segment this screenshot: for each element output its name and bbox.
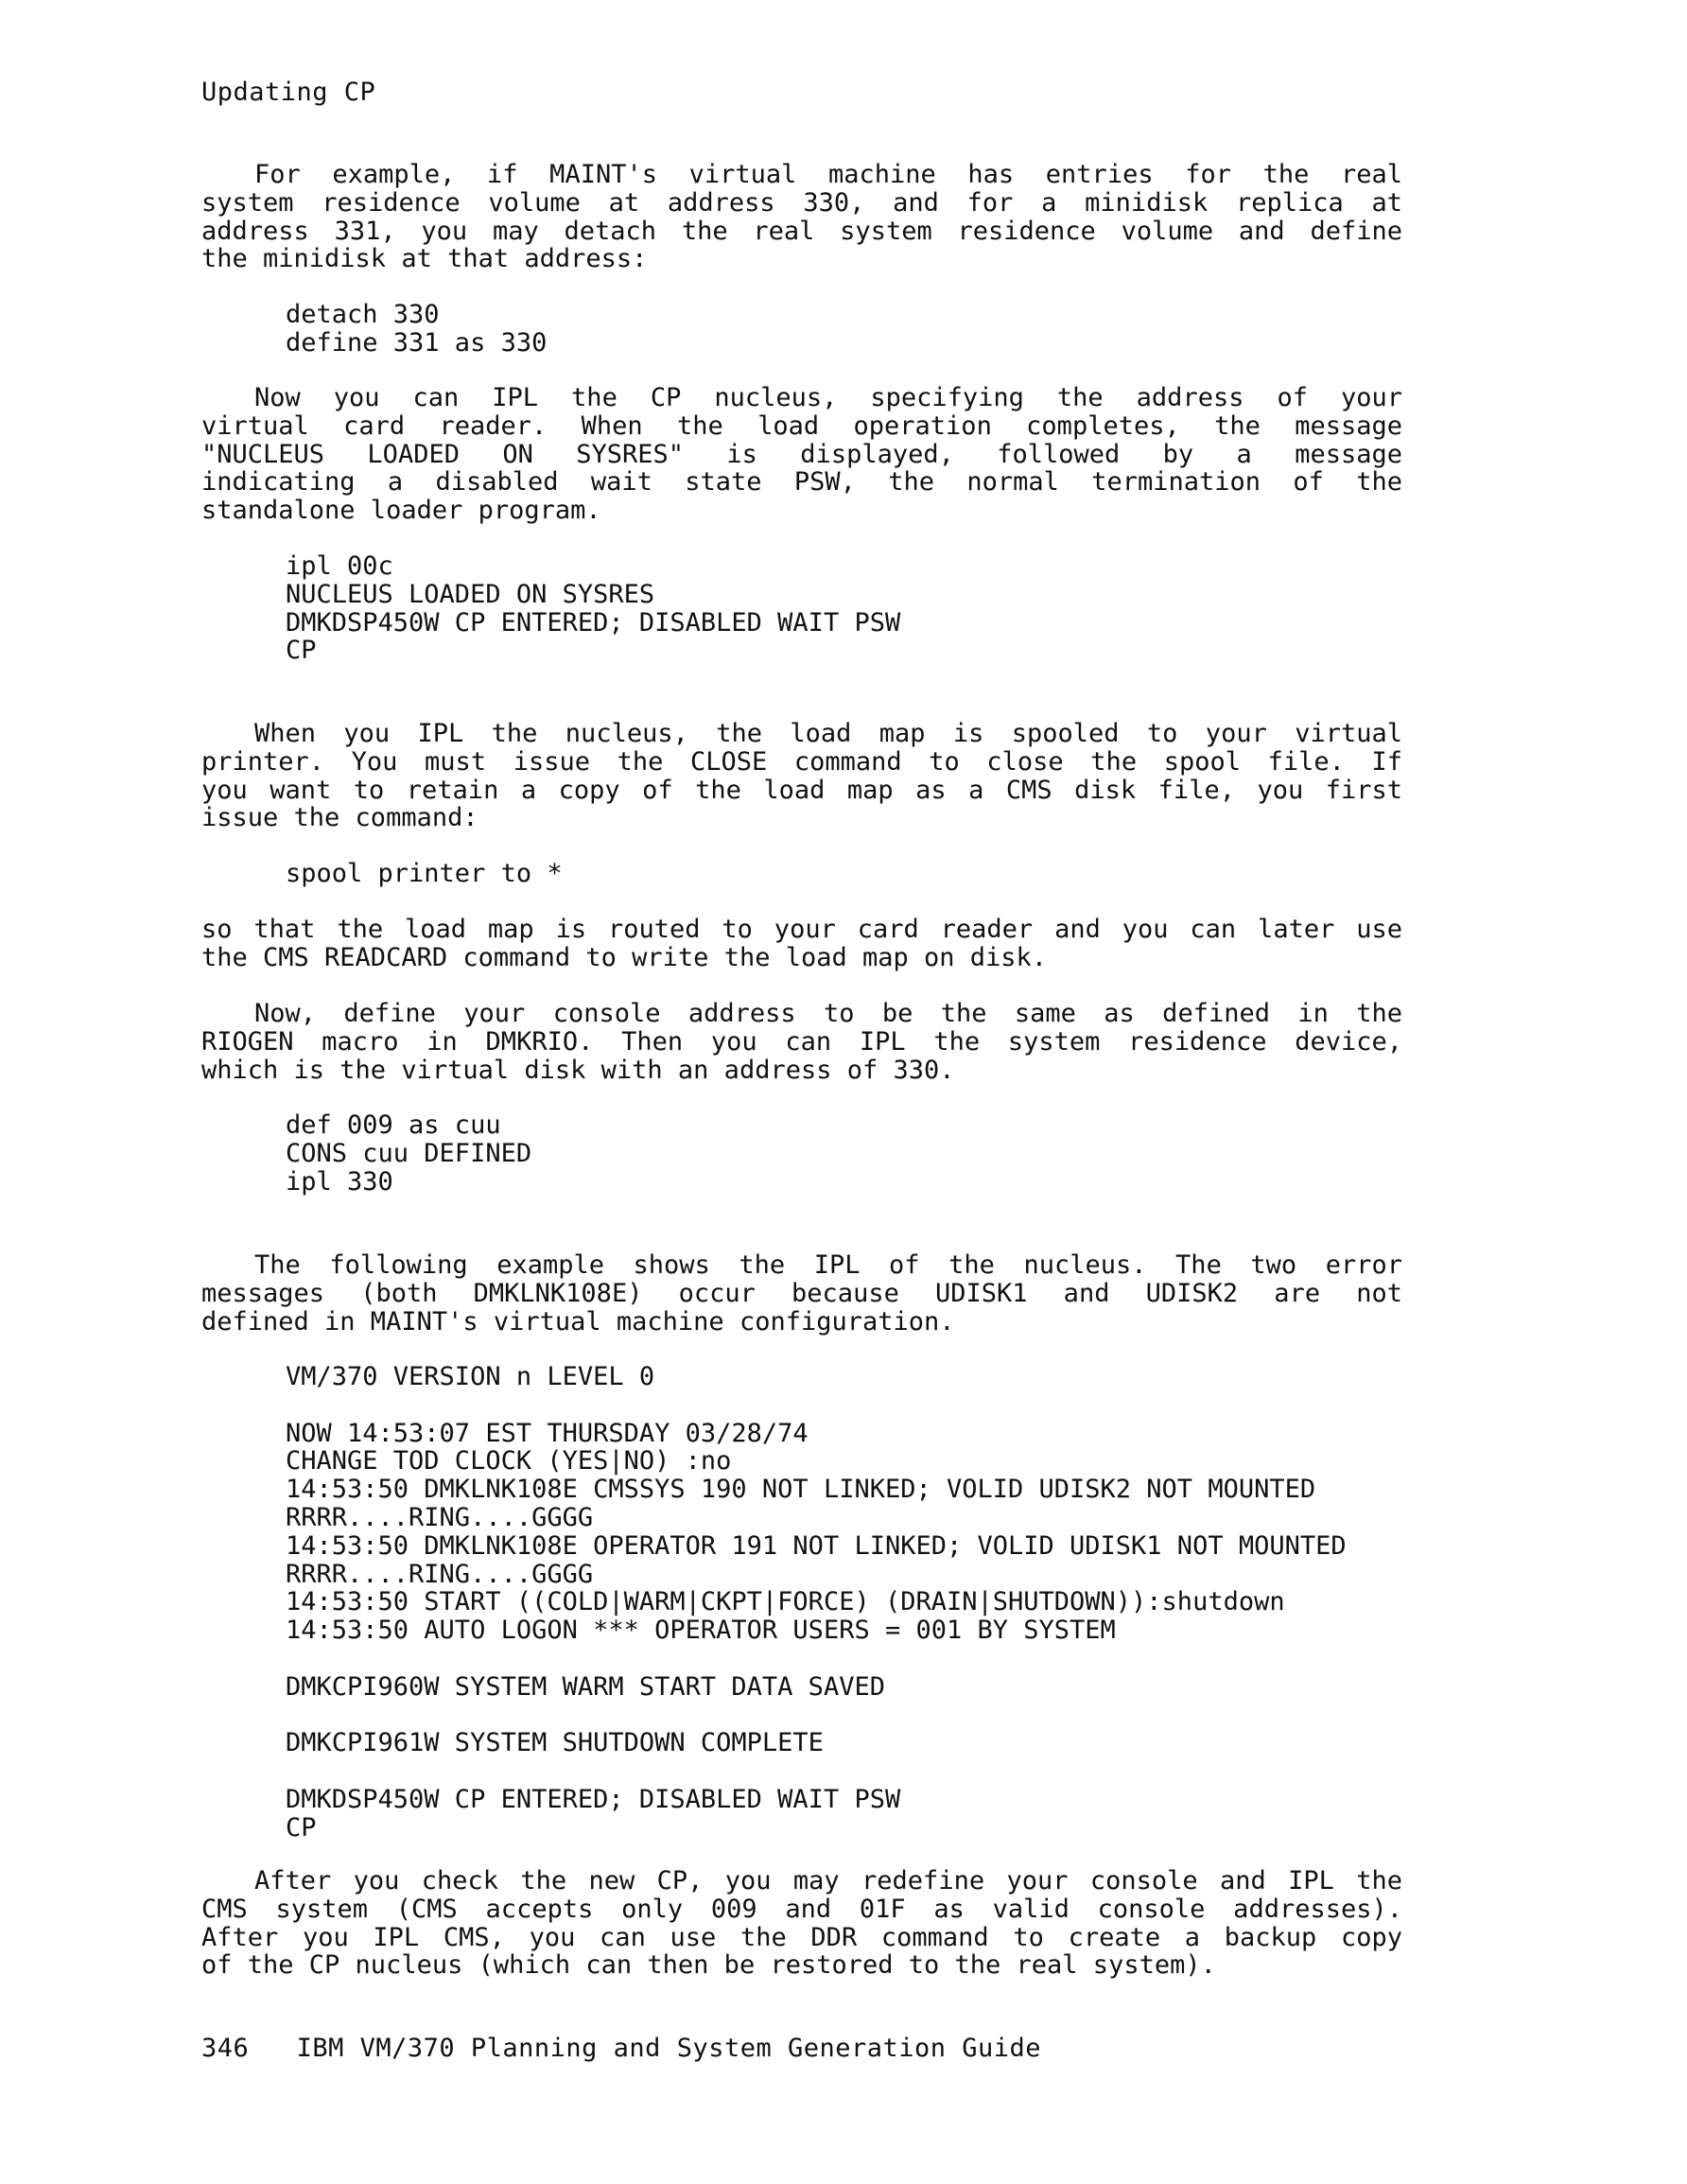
- paragraph-following-example: [201, 1251, 1402, 1336]
- paragraph-line: system residence volume at address 330, and for a minidisk replica at: [201, 188, 1402, 218]
- code-block-spool: [286, 860, 563, 888]
- paragraph-line: Now, define your console address to be the same as defined in the: [254, 1000, 1402, 1028]
- code-line-blank: [286, 1702, 1347, 1730]
- page-footer: [201, 2035, 1041, 2063]
- book-title: IBM VM/370 Planning and System Generation Guide: [296, 2034, 1042, 2063]
- paragraph-line: After you IPL CMS, you can use the DDR command to create a backup copy: [201, 1923, 1402, 1952]
- paragraph-line: Now you can IPL the CP nucleus, specifying the address of your: [254, 384, 1402, 412]
- code-line: def 009 as cuu: [286, 1110, 501, 1140]
- code-line: DMKDSP450W CP ENTERED; DISABLED WAIT PSW: [286, 1784, 901, 1814]
- paragraph-line: defined in MAINT's virtual machine configuration.: [201, 1307, 955, 1337]
- code-line: 14:53:50 DMKLNK108E OPERATOR 191 NOT LINKED; VOLID UDISK1 NOT MOUNTED: [286, 1530, 1347, 1561]
- code-line-blank: [286, 1391, 1347, 1420]
- paragraph-line: RIOGEN macro in DMKRIO. Then you can IPL the system residence device,: [201, 1027, 1402, 1057]
- code-line: VM/370 VERSION n LEVEL 0: [286, 1362, 655, 1391]
- code-line: define 331 as 330: [286, 327, 548, 358]
- code-line: 14:53:50 DMKLNK108E CMSSYS 190 NOT LINKED; VOLID UDISK2 NOT MOUNTED: [286, 1475, 1316, 1505]
- code-line: DMKCPI960W SYSTEM WARM START DATA SAVED: [286, 1671, 885, 1702]
- paragraph-line: the CMS READCARD command to write the load map on disk.: [201, 943, 1048, 972]
- paragraph-line: address 331, you may detach the real system residence volume and define: [201, 217, 1402, 246]
- paragraph-line: so that the load map is routed to your card reader and you can later use: [201, 916, 1402, 944]
- paragraph-load-map: [201, 720, 1402, 832]
- code-line: RRRR....RING....GGGG: [286, 1559, 594, 1589]
- code-line: DMKDSP450W CP ENTERED; DISABLED WAIT PSW: [286, 607, 901, 638]
- paragraph-line: indicating a disabled wait state PSW, the normal termination of the: [201, 468, 1402, 498]
- code-line: 14:53:50 AUTO LOGON *** OPERATOR USERS = 001 BY SYSTEM: [286, 1616, 1116, 1646]
- code-line: NUCLEUS LOADED ON SYSRES: [286, 579, 655, 609]
- code-line: CONS cuu DEFINED: [286, 1138, 532, 1168]
- code-line: DMKCPI961W SYSTEM SHUTDOWN COMPLETE: [286, 1728, 824, 1758]
- code-line: ipl 00c: [286, 551, 393, 581]
- code-line: CHANGE TOD CLOCK (YES|NO) :no: [286, 1446, 732, 1476]
- code-line: CP: [286, 636, 317, 666]
- code-line: RRRR....RING....GGGG: [286, 1502, 594, 1532]
- paragraph-line: the minidisk at that address:: [201, 245, 648, 274]
- code-line: detach 330: [286, 300, 440, 329]
- code-line: spool printer to *: [286, 859, 563, 888]
- paragraph-readcard: [201, 916, 1402, 972]
- code-line-blank: [286, 1757, 1347, 1786]
- paragraph-line: virtual card reader. When the load operation completes, the message: [201, 411, 1402, 441]
- paragraph-line: standalone loader program.: [201, 497, 601, 525]
- code-block-console-log: [286, 1363, 1347, 1843]
- paragraph-console-address: [201, 1000, 1402, 1084]
- paragraph-line: which is the virtual disk with an address of 330.: [201, 1056, 955, 1085]
- code-line: 14:53:50 START ((COLD|WARM|CKPT|FORCE) (DRAIN|SHUTDOWN)):shutdown: [286, 1587, 1285, 1617]
- code-line: NOW 14:53:07 EST THURSDAY 03/28/74: [286, 1418, 809, 1448]
- code-line: CP: [286, 1812, 317, 1843]
- paragraph-line: For example, if MAINT's virtual machine has entries for the real: [254, 161, 1402, 189]
- code-line: ipl 330: [286, 1166, 393, 1197]
- code-block-def-009: [286, 1111, 531, 1196]
- running-header: Updating CP: [201, 78, 376, 107]
- paragraph-line: When you IPL the nucleus, the load map is spooled to your virtual: [254, 720, 1402, 748]
- paragraph-line: The following example shows the IPL of the nucleus. The two error: [254, 1251, 1402, 1280]
- code-line-blank: [286, 1645, 1347, 1673]
- code-block-ipl-00c: [286, 552, 900, 665]
- paragraph-line: issue the command:: [201, 804, 478, 833]
- code-block-detach: [286, 301, 547, 358]
- paragraph-after-check: [201, 1867, 1402, 1980]
- paragraph-detach-example: [201, 161, 1402, 273]
- paragraph-line: After you check the new CP, you may redefine your console and IPL the: [254, 1867, 1402, 1896]
- paragraph-line: printer. You must issue the CLOSE command to close the spool file. If: [201, 747, 1402, 777]
- page-number: 346: [201, 2034, 250, 2063]
- paragraph-line: "NUCLEUS LOADED ON SYSRES" is displayed, followed by a message: [201, 440, 1402, 469]
- paragraph-line: CMS system (CMS accepts only 009 and 01F as valid console addresses).: [201, 1895, 1402, 1924]
- paragraph-line: messages (both DMKLNK108E) occur because UDISK1 and UDISK2 are not: [201, 1279, 1402, 1308]
- paragraph-line: you want to retain a copy of the load map as a CMS disk file, you first: [201, 776, 1402, 805]
- paragraph-line: of the CP nucleus (which can then be restored to the real system).: [201, 1951, 1216, 1981]
- paragraph-ipl-nucleus: [201, 384, 1402, 525]
